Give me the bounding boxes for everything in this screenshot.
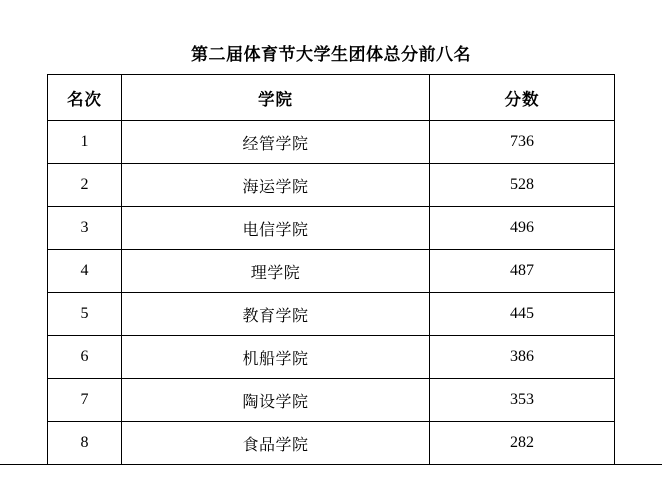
cell-college: 教育学院 [122, 293, 430, 336]
cell-rank: 4 [48, 250, 122, 293]
column-header-rank: 名次 [48, 75, 122, 121]
page-title: 第二届体育节大学生团体总分前八名 [191, 45, 471, 64]
cell-rank: 3 [48, 207, 122, 250]
table-row [48, 293, 615, 336]
cell-rank: 7 [48, 379, 122, 422]
table-header-row [48, 75, 615, 121]
cell-rank: 8 [48, 422, 122, 465]
cell-college: 经管学院 [122, 121, 430, 164]
cell-rank: 6 [48, 336, 122, 379]
table-row [48, 164, 615, 207]
table-row [48, 422, 615, 465]
table-row [48, 207, 615, 250]
cell-score: 445 [430, 293, 615, 336]
cell-score: 496 [430, 207, 615, 250]
cell-rank: 5 [48, 293, 122, 336]
cell-college: 食品学院 [122, 422, 430, 465]
cell-rank: 2 [48, 164, 122, 207]
cell-rank: 1 [48, 121, 122, 164]
cell-college: 机船学院 [122, 336, 430, 379]
table-row [48, 250, 615, 293]
cell-score: 282 [430, 422, 615, 465]
score-table-container [47, 74, 614, 465]
cell-college: 陶设学院 [122, 379, 430, 422]
column-header-college: 学院 [122, 75, 430, 121]
cell-score: 736 [430, 121, 615, 164]
cell-score: 487 [430, 250, 615, 293]
score-table [47, 74, 615, 465]
column-header-score: 分数 [430, 75, 615, 121]
cell-college: 电信学院 [122, 207, 430, 250]
cell-score: 386 [430, 336, 615, 379]
table-row [48, 379, 615, 422]
cell-college: 理学院 [122, 250, 430, 293]
cell-score: 528 [430, 164, 615, 207]
cell-college: 海运学院 [122, 164, 430, 207]
cell-score: 353 [430, 379, 615, 422]
bottom-divider [0, 464, 662, 465]
table-row [48, 121, 615, 164]
table-row [48, 336, 615, 379]
